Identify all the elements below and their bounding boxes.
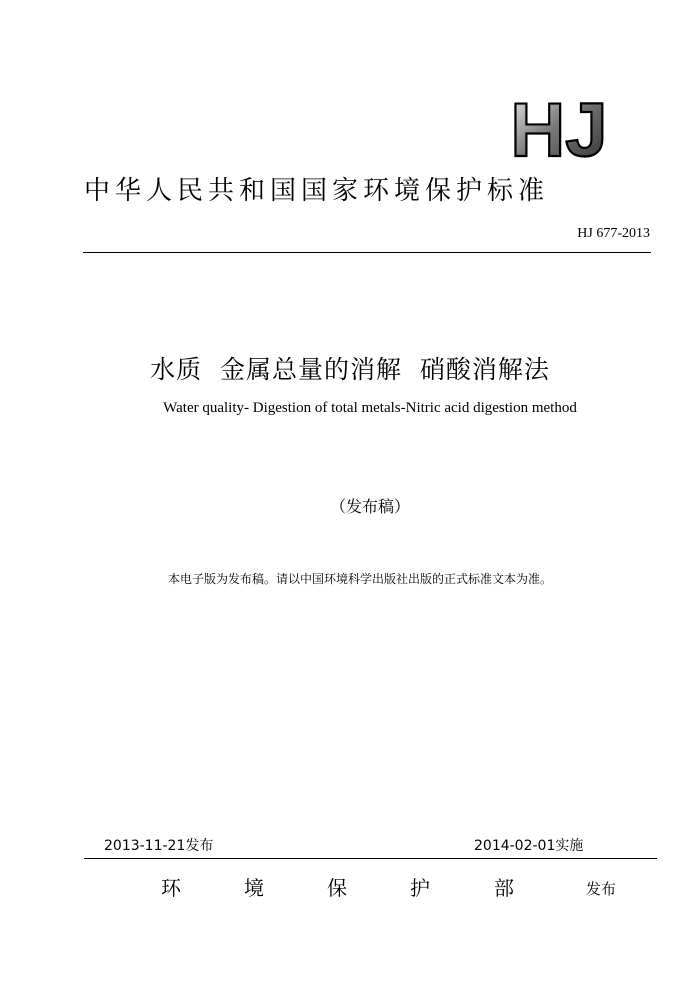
- publisher-action: 发布: [586, 880, 617, 898]
- publisher-char: 环: [161, 876, 181, 900]
- document-title: 水质 金属总量的消解 硝酸消解法: [150, 355, 550, 384]
- hj-logo: [503, 96, 615, 160]
- document-title-english: Water quality- Digestion of total metals-Nitric acid digestion method: [163, 400, 577, 416]
- publisher-char: 部: [494, 876, 514, 900]
- standard-code: HJ 677-2013: [577, 226, 650, 241]
- header-divider: [83, 252, 651, 253]
- implementation-date: 2014-02-01实施: [474, 838, 584, 854]
- publisher-char: 护: [410, 876, 430, 900]
- issue-date: 2013-11-21发布: [104, 838, 214, 854]
- footer-divider: [84, 858, 657, 859]
- hj-logo-text: HJ: [510, 96, 608, 160]
- standard-name: 中华人民共和国国家环境保护标准: [84, 176, 550, 206]
- publisher-char: 境: [244, 876, 264, 900]
- draft-label: （发布稿）: [329, 497, 410, 516]
- publisher-char: 保: [327, 876, 347, 900]
- edition-notice: 本电子版为发布稿。请以中国环境科学出版社出版的正式标准文本为准。: [167, 572, 552, 586]
